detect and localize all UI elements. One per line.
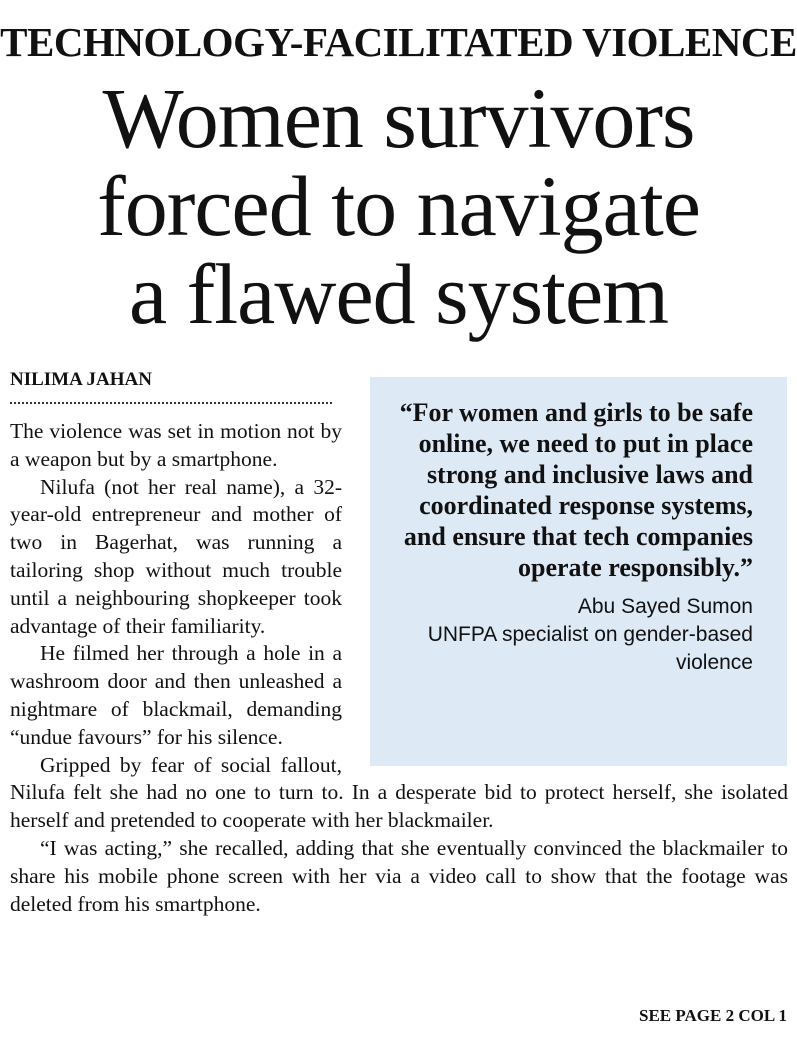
headline-line: forced to navigate bbox=[97, 158, 700, 254]
headline-line: Women survivors bbox=[102, 70, 695, 166]
continuation-jump[interactable]: SEE PAGE 2 COL 1 bbox=[639, 1006, 787, 1025]
body-paragraph: Nilufa (not her real name), a 32-year-old entrepreneur and mother of two in Bagerhat, was running a tailoring shop without much trouble until a neighbouring shopkeeper took advantage of their familiarity. bbox=[10, 474, 342, 638]
section-kicker: TECHNOLOGY-FACILITATED VIOLENCE bbox=[0, 19, 797, 65]
quote-attribution-role: UNFPA specialist on gender-based violence bbox=[427, 623, 753, 674]
body-paragraph: “I was acting,” she recalled, adding that she eventually convinced the blackmailer to share his mobile phone screen with her via a video call to show that the footage was deleted from his smartphone. bbox=[10, 835, 788, 916]
headline-line: a flawed system bbox=[128, 246, 669, 342]
quote-attribution-name: Abu Sayed Sumon bbox=[577, 595, 753, 618]
byline: NILIMA JAHAN bbox=[10, 369, 152, 390]
body-paragraph: He filmed her through a hole in a washroom door and then unleashed a nightmare of blackmail, demanding “undue favours” for his silence. bbox=[10, 641, 342, 749]
byline-divider bbox=[10, 402, 332, 404]
pull-quote-text: “For women and girls to be safe online, we need to put in place strong and inclusive laws and coordinated response systems, and ensure that tech companies operate responsibly.” bbox=[399, 398, 753, 582]
body-paragraph: Gripped by fear of social fallout, Nilufa felt she had no one to turn to. In a desperate bid to protect herself, she isolated herself and pretended to cooperate with her blackmailer. bbox=[10, 752, 788, 833]
headline bbox=[0, 70, 797, 342]
body-paragraph: The violence was set in motion not by a weapon but by a smartphone. bbox=[10, 419, 342, 471]
pull-quote-box bbox=[370, 377, 787, 766]
